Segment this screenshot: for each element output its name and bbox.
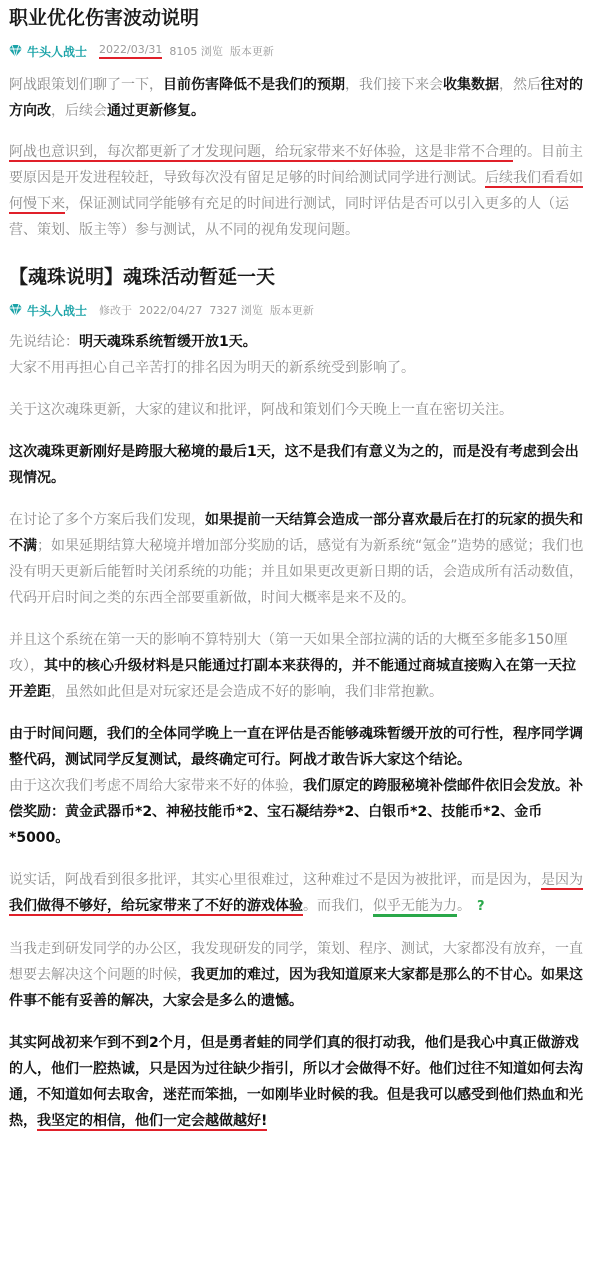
author-name[interactable]: 牛头人战士 (27, 44, 88, 59)
text: ，后续会 (51, 103, 107, 119)
text: ；如果延期结算大秘境并增加部分奖励的话，感觉有为新系统“氪金”造势的感觉；我们也没有明天更新后能暂时关闭系统的功能；并且如果更改更新日期的话，会造成所有活动数值，代码开启时间之类的东西全部要重新做，时间大概率是来不及的。 (9, 538, 584, 606)
article2-paragraph-6 (9, 721, 588, 773)
article1-title[interactable]: 职业优化伤害波动说明 (9, 7, 200, 29)
text: ，虽然如此但是对玩家还是会造成不好的影响，我们非常抱歉。 (51, 684, 443, 700)
text: 大家不用再担心自己辛苦打的排名因为明天的新系统受到影响了。 (9, 360, 415, 376)
text-bold: 我们原定的跨服秘境补偿邮件依旧会发放。补偿奖励：黄金武器币*2、神秘技能币*2、宝石凝结券*2、白银币*2、技能币*2、金币*5000。 (9, 778, 583, 846)
view-count: 7327 浏览 (209, 304, 263, 317)
article2-paragraph-9 (9, 936, 588, 1014)
text: 。 (457, 898, 471, 914)
text-bold: 如果提前一天结算会造成一部分喜欢最后在打的玩家的损失和不满 (9, 512, 583, 554)
post-date: 2022/03/31 (99, 43, 162, 59)
text: ，然后 (499, 77, 541, 93)
article1-paragraph-2 (9, 139, 588, 243)
category-tag[interactable]: 版本更新 (229, 45, 274, 58)
text-bold: 通过更新修复。 (107, 103, 205, 119)
diamond-icon (9, 304, 22, 316)
article2-paragraph-7 (9, 773, 588, 851)
article2-paragraph-5 (9, 627, 588, 705)
article2-title[interactable]: 【魂珠说明】魂珠活动暂延一天 (9, 266, 276, 288)
text-bold: 由于时间问题，我们的全体同学晚上一直在评估是否能够魂珠暂缓开放的可行性，程序同学调整代码，测试同学反复测试，最终确定可行。阿战才敢告诉大家这个结论。 (9, 726, 583, 768)
category-tag[interactable]: 版本更新 (269, 304, 314, 317)
text-bold: 目前伤害降低不是我们的预期 (163, 77, 345, 93)
question-mark-annotation: ? (477, 899, 485, 914)
text: ，我们接下来会 (345, 77, 443, 93)
article1-paragraph-1 (9, 72, 588, 124)
article2-paragraph-1 (9, 329, 588, 381)
text-underlined: 阿战也意识到，每次都更新了才发现问题，给玩家带来不好体验，这是非常不合理 (9, 144, 513, 160)
article2-meta (9, 300, 588, 320)
post-date: 2022/04/27 (139, 303, 203, 317)
view-count: 8105 浏览 (169, 45, 223, 58)
article2-paragraph-10 (9, 1030, 588, 1134)
text-green-underlined: 似乎无能为力 (373, 898, 457, 917)
modified-label: 修改于 (99, 304, 133, 317)
text: 。而我们， (303, 898, 373, 914)
text-bold-underlined: 我坚定的相信，他们一定会越做越好! (37, 1113, 268, 1129)
article2-paragraph-4 (9, 507, 588, 611)
text: 由于这次我们考虑不周给大家带来不好的体验， (9, 778, 303, 794)
text-bold: 往对的方向改 (9, 77, 583, 119)
text: 在讨论了多个方案后我们发现， (9, 512, 205, 528)
text-underlined: 是因为 (541, 872, 583, 888)
text-bold: 我更加的难过，因为我知道原来大家都是那么的不甘心。如果这件事不能有妥善的解决，大家会是多么的遗憾。 (9, 967, 583, 1009)
article2-paragraph-2: 关于这次魂珠更新，大家的建议和批评，阿战和策划们今天晚上一直在密切关注。 (9, 402, 513, 418)
text: 阿战跟策划们聊了一下， (9, 77, 163, 93)
text-bold-underlined: 我们做得不够好，给玩家带来了不好的游戏体验 (9, 898, 303, 914)
text-bold: 这次魂珠更新刚好是跨服大秘境的最后1天，这不是我们有意义为之的，而是没有考虑到会出现情况。 (9, 444, 579, 486)
author-name[interactable]: 牛头人战士 (27, 303, 88, 318)
text: 当我走到研发同学的办公区，我发现研发的同学，策划、程序、测试，大家都没有放弃，一直想要去解决这个问题的时候， (9, 941, 583, 983)
text: 的。目前主要原因是开发进程较赶，导致每次没有留足足够的时间给测试同学进行测试。 (9, 144, 583, 186)
text-underlined: 后续我们看看如何慢下来 (9, 170, 583, 212)
text-bold: 收集数据 (443, 77, 499, 93)
text: 说实话，阿战看到很多批评，其实心里很难过，这种难过不是因为被批评，而是因为， (9, 872, 541, 888)
text: ，保证测试同学能够有充足的时间进行测试，同时评估是否可以引入更多的人（运营、策划、版主等）参与测试，从不同的视角发现问题。 (9, 196, 569, 238)
text: 先说结论： (9, 334, 79, 350)
article2-paragraph-8 (9, 867, 588, 920)
text: 并且这个系统在第一天的影响不算特别大（第一天如果全部拉满的话的大概至多能多150厘攻）， (9, 632, 568, 674)
article1-meta (9, 41, 588, 61)
text-bold: 明天魂珠系统暂缓开放1天。 (79, 334, 257, 350)
text-bold: 其实阿战初来乍到不到2个月，但是勇者蛙的同学们真的很打动我，他们是我心中真正做游戏的人，他们一腔热诚，只是因为过往缺少指引，所以才会做得不好。他们过往不知道如何去沟通，不知道如何去取舍，迷茫而笨拙，一如刚毕业时候的我。但是我可以感受到他们热血和光热， (9, 1035, 583, 1129)
article2-paragraph-3 (9, 439, 588, 491)
diamond-icon (9, 45, 22, 57)
text-bold: 其中的核心升级材料是只能通过打副本来获得的，并不能通过商城直接购入在第一天拉开差距 (9, 658, 576, 700)
